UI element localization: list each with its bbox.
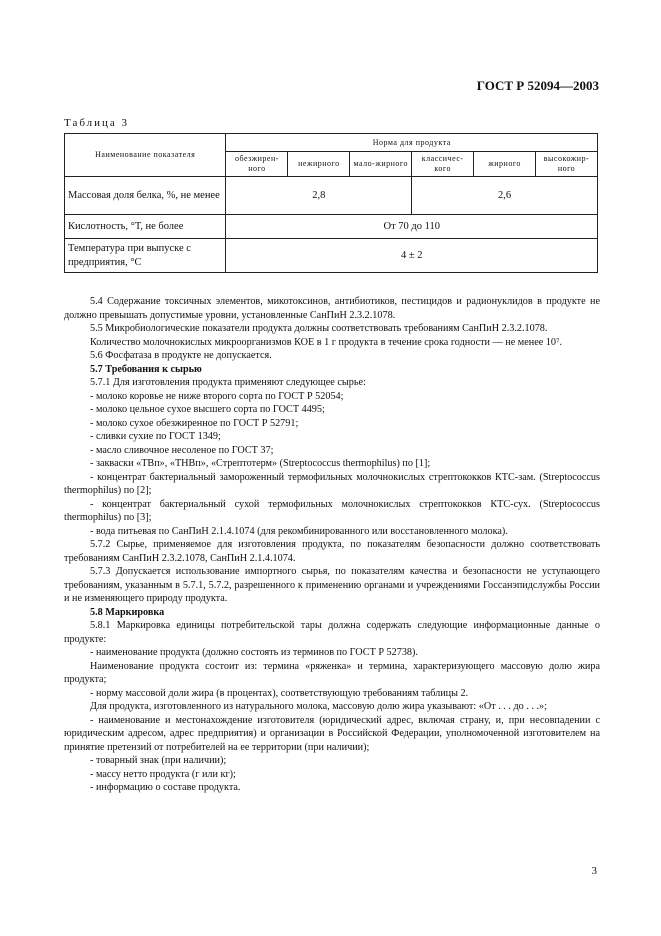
paragraph: 5.5 Микробиологические показатели продукта должны соответствовать требованиям СанПиН 2.3.2.1078.: [90, 323, 548, 334]
subcol-header: жирного: [474, 152, 536, 177]
table-row: [65, 239, 598, 273]
table-row: [65, 215, 598, 239]
body-text: [64, 295, 600, 795]
paragraph: - вода питьевая по СанПиН 2.1.4.1074 (для рекомбинированного или восстановленного молока).: [90, 525, 508, 537]
standard-header: ГОСТ Р 52094—2003: [476, 78, 599, 93]
cell-value: 2,6: [412, 177, 598, 215]
table-caption: Таблица 3: [64, 117, 130, 129]
paragraph: - закваски «ТВп», «ТНВп», «Стрептотерм» (Streptococcus thermophilus) по [1];: [90, 458, 431, 469]
paragraph: - концентрат бактериальный замороженный термофильных молочнокислых стрептококков КТС-зам. (Streptococcus thermophilus) по [2];: [64, 471, 600, 496]
subcol-header: обезжирен-ного: [226, 152, 288, 177]
paragraph: 5.4 Содержание токсичных элементов, микотоксинов, антибиотиков, пестицидов и радионуклидов в продукте не должно превышать допустимые уровни, установленные СанПиН 2.3.2.1078.: [64, 296, 600, 321]
paragraph: 5.6 Фосфатаза в продукте не допускается.: [90, 350, 272, 361]
row-label: Кислотность, °Т, не более: [65, 215, 226, 239]
section-heading: 5.8 Маркировка: [90, 606, 165, 618]
row-label: Массовая доля белка, %, не менее: [65, 177, 226, 215]
section-heading: 5.7 Требования к сырью: [90, 363, 202, 375]
paragraph: - молоко цельное сухое высшего сорта по ГОСТ 4495;: [90, 404, 325, 415]
col-header-norm: Норма для продукта: [226, 134, 598, 152]
table-row: [65, 177, 598, 215]
subcol-header: классичес-кого: [412, 152, 474, 177]
paragraph: - масло сливочное несоленое по ГОСТ 37;: [90, 444, 274, 456]
paragraph: - информацию о составе продукта.: [90, 782, 241, 793]
col-header-name: Наименование показателя: [65, 134, 226, 177]
subcol-header: нежирного: [288, 152, 350, 177]
paragraph: Для продукта, изготовленного из натурального молока, массовую долю жира указывают: «От . . . до . . .»;: [90, 701, 547, 712]
paragraph: 5.8.1 Маркировка единицы потребительской тары должна содержать следующие информационные данные о продукте:: [64, 620, 600, 645]
paragraph: 5.7.1 Для изготовления продукта применяют следующее сырье:: [90, 377, 366, 388]
paragraph: 5.7.2 Сырье, применяемое для изготовления продукта, по показателям безопасности должно соответствовать требованиям СанПиН 2.3.2.1078, СанПиН 2.1.4.1074.: [64, 539, 600, 564]
paragraph: - наименование и местонахождение изготовителя (юридический адрес, включая страну, и, при несовпадении с юридическим адресом, адрес предприятия) и организации в Российской Федерации, уполномоченной изготовителем на принятие претензий от потребителей на ее территории (при наличии);: [64, 714, 600, 753]
cell-value: 4 ± 2: [226, 239, 598, 273]
cell-value: От 70 до 110: [226, 215, 598, 239]
paragraph: - норму массовой доли жира (в процентах), соответствующую требованиям таблицы 2.: [90, 687, 469, 699]
row-label: Температура при выпуске с предприятия, °С: [65, 239, 226, 273]
page-number: 3: [591, 865, 597, 877]
subcol-header: высокожир-ного: [536, 152, 598, 177]
cell-value: 2,8: [226, 177, 412, 215]
paragraph: - наименование продукта (должно состоять из терминов по ГОСТ Р 52738).: [90, 647, 418, 658]
paragraph: Количество молочнокислых микроорганизмов КОЕ в 1 г продукта в течение срока годности — не менее 10⁷.: [90, 336, 563, 348]
paragraph: - молоко коровье не ниже второго сорта по ГОСТ Р 52054;: [90, 390, 344, 402]
paragraph: - концентрат бактериальный сухой термофильных молочнокислых стрептококков КТС-сух. (Streptococcus thermophilus) по [3];: [64, 498, 600, 523]
paragraph: 5.7.3 Допускается использование импортного сырья, по показателям качества и безопасности не уступающего требованиям, указанным в 5.7.1, 5.7.2, разрешенного к применению органами и учреждениями Госсанэпидслужбы России и не изменяющего природу продукта.: [64, 566, 600, 604]
table-3: [64, 133, 598, 273]
subcol-header: мало-жирного: [350, 152, 412, 177]
paragraph: - молоко сухое обезжиренное по ГОСТ Р 52791;: [90, 417, 299, 429]
paragraph: - массу нетто продукта (г или кг);: [90, 768, 236, 780]
paragraph: - сливки сухие по ГОСТ 1349;: [90, 431, 221, 442]
paragraph: - товарный знак (при наличии);: [90, 755, 227, 766]
paragraph: Наименование продукта состоит из: термина «ряженка» и термина, характеризующего массовую долю жира продукта;: [64, 660, 600, 685]
